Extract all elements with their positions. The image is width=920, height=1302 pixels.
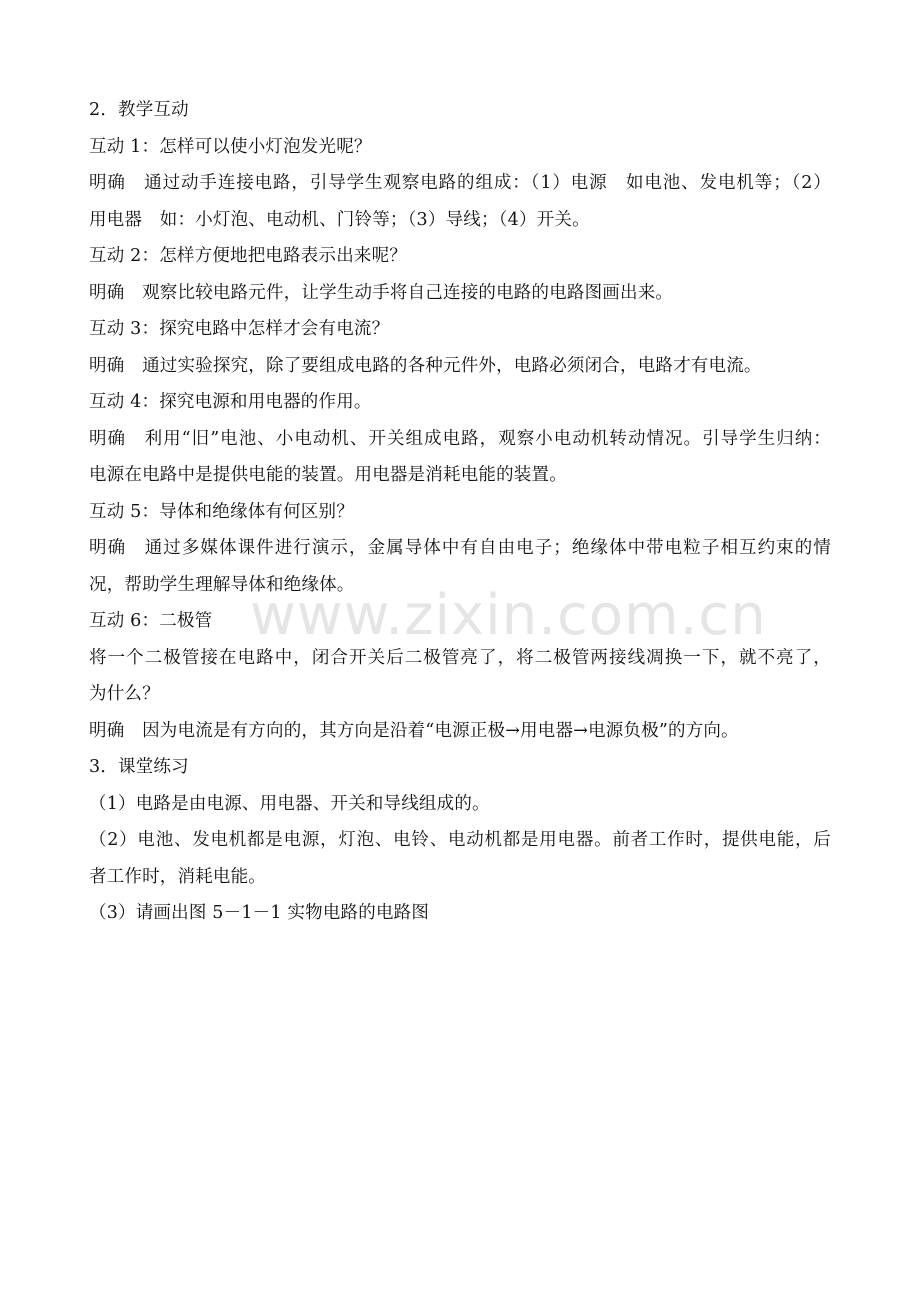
practice-item-2-line-2: 者工作时，消耗电能。 [89, 866, 266, 887]
interaction-5-answer-line-2: 况，帮助学生理解导体和绝缘体。 [89, 574, 355, 595]
interaction-1-answer-line-2: 用电器 如：小灯泡、电动机、门铃等；（3）导线；（4）开关。 [89, 209, 590, 230]
document-body [89, 92, 831, 932]
interaction-2-question: 互动 2：怎样方便地把电路表示出来呢？ [89, 246, 407, 266]
interaction-1-answer-line-1: 明确 通过动手连接电路，引导学生观察电路的组成：（1）电源 如电池、发电机等；（2） [89, 173, 831, 193]
interaction-5-answer-line-1: 明确 通过多媒体课件进行演示，金属导体中有自由电子；绝缘体中带电粒子相互约束的情 [89, 538, 831, 558]
interaction-4-answer-line-2: 电源在电路中是提供电能的装置。用电器是消耗电能的装置。 [89, 465, 567, 485]
practice-item-2-line-1: （2）电池、发电机都是电源，灯泡、电铃、电动机都是用电器。前者工作时，提供电能，后 [89, 830, 831, 850]
interaction-6-title: 互动 6：二极管 [89, 611, 213, 631]
interaction-2-answer: 明确 观察比较电路元件，让学生动手将自己连接的电路的电路图画出来。 [89, 282, 674, 303]
interaction-4-question: 互动 4：探究电源和用电器的作用。 [89, 392, 372, 412]
interaction-4-answer-line-1: 明确 利用“旧”电池、小电动机、开关组成电路，观察小电动机转动情况。引导学生归纳： [89, 428, 831, 449]
interaction-6-answer: 明确 因为电流是有方向的，其方向是沿着“电源正极→用电器→电源负极”的方向。 [89, 720, 739, 741]
section-heading-classroom-practice: 3．课堂练习 [89, 757, 189, 777]
interaction-3-answer: 明确 通过实验探究，除了要组成电路的各种元件外，电路必须闭合，电路才有电流。 [89, 355, 762, 376]
interaction-5-question: 互动 5：导体和绝缘体有何区别？ [89, 501, 354, 522]
interaction-6-text-line-2: 为什么？ [89, 684, 160, 704]
watermark-text: www.zixin.com.cn [250, 583, 767, 648]
section-heading-teaching-interaction: 2．教学互动 [89, 100, 189, 120]
practice-item-3: （3）请画出图 5－1－1 实物电路的电路图 [89, 903, 430, 923]
practice-item-1: （1）电路是由电源、用电器、开关和导线组成的。 [89, 793, 490, 814]
interaction-3-question: 互动 3：探究电路中怎样才会有电流？ [89, 319, 390, 339]
interaction-1-question: 互动 1：怎样可以使小灯泡发光呢？ [89, 136, 372, 157]
interaction-6-text-line-1: 将一个二极管接在电路中，闭合开关后二极管亮了，将二极管两接线凋换一下，就不亮了， [89, 647, 831, 668]
